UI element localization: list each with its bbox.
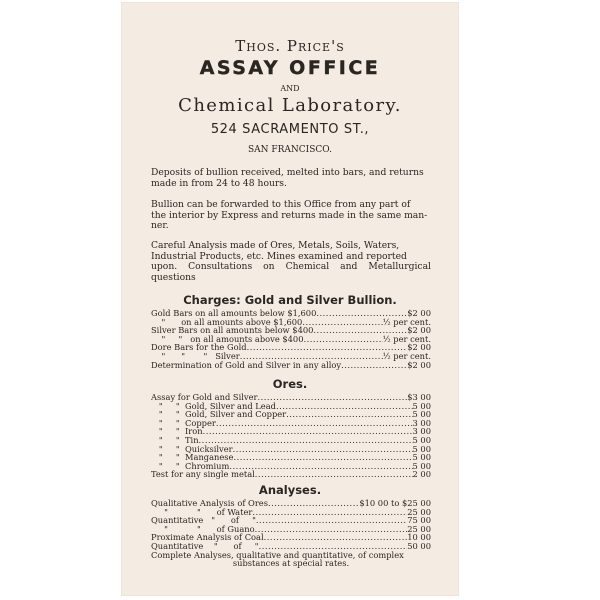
price-value: ½ per cent.	[382, 350, 431, 361]
paragraph-deposits	[151, 168, 431, 189]
price-label: " " Tin	[151, 434, 199, 445]
office-title: ASSAY OFFICE	[199, 57, 381, 79]
price-value: $2 00	[407, 325, 431, 336]
price-value: $2 00	[407, 308, 431, 318]
footer-line: substances at special rates.	[232, 558, 350, 569]
conjunction-and: AND	[280, 84, 300, 93]
price-value: 25 00	[407, 523, 431, 534]
laboratory-subtitle: Chemical Laboratory.	[178, 95, 402, 116]
price-label: Quantitative " of "	[151, 540, 259, 551]
price-label: Assay for Gold and Silver	[151, 392, 258, 402]
paragraph-line: the interior by Express and returns made in the same man-	[151, 209, 428, 221]
paragraph-line: ner.	[151, 220, 169, 232]
price-value: $2 00	[407, 342, 431, 353]
paragraph-analysis	[151, 241, 431, 283]
footer-line: Complete Analyses, qualitative and quantitative, of complex	[151, 549, 404, 560]
analyses-price-list	[151, 499, 431, 568]
price-label: Determination of Gold and Silver in any alloy	[151, 359, 342, 370]
price-value: 5 00	[412, 443, 431, 454]
price-label: " " of Guano	[151, 523, 255, 534]
price-value: 3 00	[412, 417, 431, 428]
price-value: 5 00	[412, 400, 431, 411]
price-label: " " Quicksilver	[151, 443, 233, 454]
price-value: 5 00	[412, 434, 431, 445]
ores-heading: Ores.	[272, 377, 308, 391]
price-label: " " of Water	[151, 506, 253, 517]
price-value: 50 00	[407, 540, 431, 551]
price-value: ½ per cent.	[382, 316, 431, 327]
price-label: Proximate Analysis of Coal	[151, 532, 264, 543]
price-value: 5 00	[412, 460, 431, 471]
price-label: " " Chromium	[151, 460, 230, 471]
price-label: " on all amounts above $1,600	[151, 316, 303, 327]
price-value: 3 00	[412, 426, 431, 437]
city-name: SAN FRANCISCO.	[247, 145, 332, 155]
price-label: Gold Bars on all amounts below $1,600	[151, 308, 317, 318]
proprietor-name: Thos. Price's	[235, 37, 345, 55]
price-value: 25 00	[407, 506, 431, 517]
paragraph-line: Bullion can be forwarded to this Office from any part of	[151, 199, 411, 210]
paragraph-line: made in from 24 to 48 hours.	[151, 177, 287, 189]
price-label: " " Gold, Silver and Copper	[151, 409, 287, 420]
price-label: " " Copper	[151, 417, 216, 428]
price-value: 5 00	[412, 452, 431, 463]
price-label: Quantitative " of "	[151, 515, 256, 526]
price-value: 2 00	[412, 469, 431, 480]
paragraph-line: upon. Consultations on Chemical and Metallurgical questions	[151, 261, 431, 283]
price-value: 10 00	[407, 532, 431, 543]
price-value: $2 00	[407, 359, 431, 370]
price-label: " " Iron	[151, 426, 203, 437]
price-label: " " Gold, Silver and Lead	[151, 400, 276, 411]
price-label: Silver Bars on all amounts below $400	[151, 325, 314, 336]
bullion-price-list	[151, 309, 431, 369]
price-value: $3 00	[407, 392, 431, 402]
assay-office-card	[121, 2, 459, 596]
price-label: " " " Silver	[151, 350, 240, 361]
paragraph-line: Careful Analysis made of Ores, Metals, Soils, Waters,	[151, 240, 400, 251]
price-label: " " on all amounts above $400	[151, 333, 304, 344]
price-value: ½ per cent.	[382, 333, 431, 344]
bullion-heading: Charges: Gold and Silver Bullion.	[183, 293, 397, 307]
analyses-heading: Analyses.	[258, 483, 322, 497]
street-address: 524 SACRAMENTO ST.,	[210, 122, 370, 137]
price-value: 75 00	[407, 515, 431, 526]
price-row	[151, 470, 431, 479]
price-label: Dore Bars for the Gold	[151, 342, 247, 353]
paragraph-line: Industrial Products, etc. Mines examined and reported	[151, 250, 407, 262]
price-row	[151, 361, 431, 370]
ores-price-list	[151, 393, 431, 479]
paragraph-forwarding	[151, 200, 431, 232]
paragraph-line: Deposits of bullion received, melted into bars, and returns	[151, 167, 424, 178]
price-label: " " Manganese	[151, 452, 234, 463]
price-label: Qualitative Analysis of Ores	[151, 498, 268, 508]
price-value: $10 00 to $25 00	[359, 498, 431, 508]
price-value: 5 00	[412, 409, 431, 420]
price-label: Test for any single metal	[151, 469, 255, 480]
